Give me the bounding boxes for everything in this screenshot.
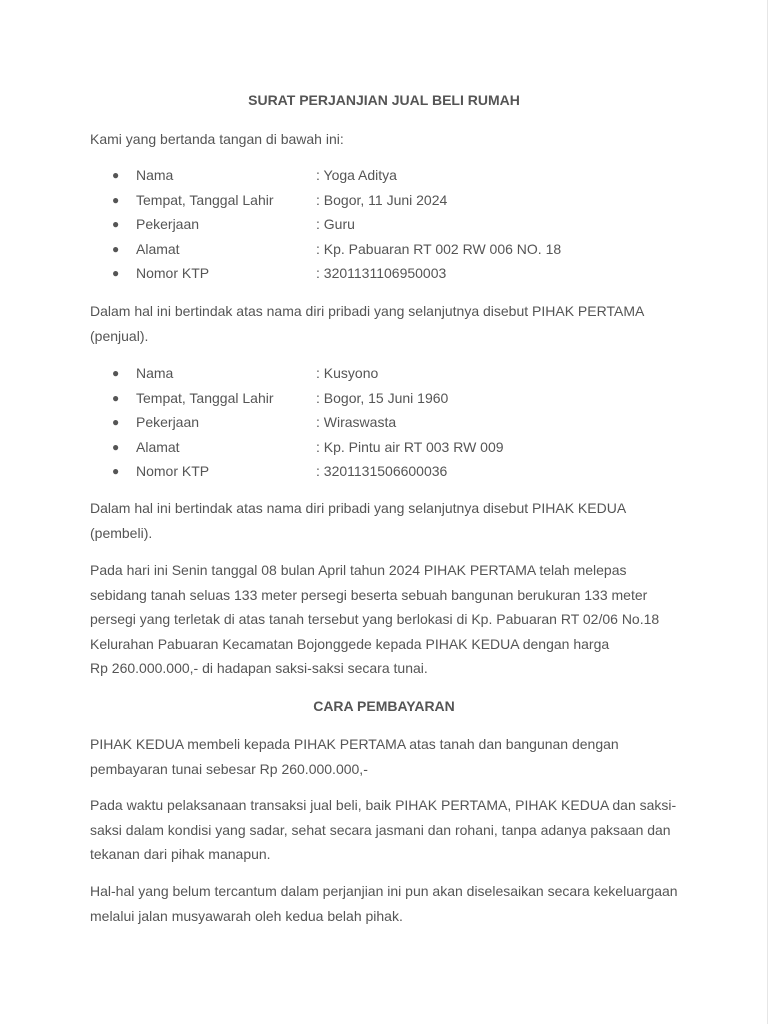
- bullet-icon: ●: [112, 464, 120, 478]
- field-value: : Kp. Pabuaran RT 002 RW 006 NO. 18: [316, 240, 562, 257]
- party1-statement: Dalam hal ini bertindak atas nama diri pribadi yang selanjutnya disebut PIHAK PERTAMA (penjual).: [90, 303, 644, 344]
- bullet-icon: ●: [112, 266, 120, 280]
- paragraph-line: Rp 260.000.000,- di hadapan saksi-saksi secara tunai.: [90, 660, 428, 676]
- field-label: Tempat, Tanggal Lahir: [136, 389, 274, 406]
- field-label: Nomor KTP: [136, 463, 210, 479]
- bullet-icon: ●: [112, 415, 120, 429]
- field-label: Nomor KTP: [136, 265, 210, 281]
- document-title: SURAT PERJANJIAN JUAL BELI RUMAH: [248, 92, 520, 108]
- closing-paragraph: [90, 879, 680, 928]
- paragraph-line: pembayaran tunai sebesar Rp 260.000.000,-: [90, 760, 368, 777]
- bullet-icon: ●: [112, 366, 120, 380]
- field-value: : 3201131106950003: [316, 265, 447, 281]
- field-value: : Bogor, 11 Juni 2024: [316, 191, 448, 208]
- party2-statement: Dalam hal ini bertindak atas nama diri pribadi yang selanjutnya disebut PIHAK KEDUA (pembeli).: [90, 500, 626, 541]
- paragraph-line: sebidang tanah seluas 133 meter persegi beserta sebuah bangunan berukuran 133 meter: [90, 586, 648, 603]
- field-label: Alamat: [136, 438, 180, 455]
- field-value: : Kp. Pintu air RT 003 RW 009: [316, 438, 504, 455]
- field-label: Nama: [136, 167, 174, 183]
- paragraph-line: PIHAK KEDUA membeli kepada PIHAK PERTAMA atas tanah dan bangunan dengan: [90, 736, 619, 752]
- field-label: Alamat: [136, 240, 180, 257]
- field-label: Nama: [136, 365, 174, 381]
- bullet-icon: ●: [112, 241, 120, 256]
- paragraph-line: saksi dalam kondisi yang sadar, sehat secara jasmani dan rohani, tanpa adanya paksaan dan: [90, 821, 671, 838]
- bullet-icon: ●: [112, 390, 120, 405]
- paragraph-line: Kelurahan Pabuaran Kecamatan Bojonggede kepada PIHAK KEDUA dengan harga: [90, 635, 610, 652]
- field-label: Tempat, Tanggal Lahir: [136, 191, 274, 208]
- bullet-icon: ●: [112, 192, 120, 207]
- paragraph-line: persegi yang terletak di atas tanah tersebut yang berlokasi di Kp. Pabuaran RT 02/06 No.18: [90, 611, 660, 627]
- intro-text: Kami yang bertanda tangan di bawah ini:: [90, 131, 344, 147]
- field-value: : Kusyono: [316, 365, 379, 381]
- paragraph-line: tekanan dari pihak manapun.: [90, 846, 271, 862]
- payment-paragraph: [90, 732, 680, 781]
- paragraph-line: melalui jalan musyawarah oleh kedua belah pihak.: [90, 907, 403, 924]
- field-value: : Bogor, 15 Juni 1960: [316, 389, 449, 406]
- bullet-icon: ●: [112, 217, 120, 231]
- field-label: Pekerjaan: [136, 414, 200, 430]
- bullet-icon: ●: [112, 439, 120, 454]
- paragraph-line: Pada waktu pelaksanaan transaksi jual beli, baik PIHAK PERTAMA, PIHAK KEDUA dan saksi-: [90, 797, 677, 813]
- transaction-paragraph: [90, 558, 680, 681]
- field-value: : Wiraswasta: [316, 414, 397, 430]
- field-value: : Guru: [316, 216, 355, 232]
- condition-paragraph: [90, 793, 680, 867]
- paragraph-line: Hal-hal yang belum tercantum dalam perjanjian ini pun akan diselesaikan secara kekeluargaan: [90, 883, 678, 899]
- field-value: : 3201131506600036: [316, 463, 448, 479]
- bullet-icon: ●: [112, 168, 120, 182]
- paragraph-line: Pada hari ini Senin tanggal 08 bulan April tahun 2024 PIHAK PERTAMA telah melepas: [90, 562, 627, 578]
- payment-heading: CARA PEMBAYARAN: [313, 698, 455, 714]
- field-label: Pekerjaan: [136, 216, 200, 232]
- field-value: : Yoga Aditya: [316, 167, 397, 183]
